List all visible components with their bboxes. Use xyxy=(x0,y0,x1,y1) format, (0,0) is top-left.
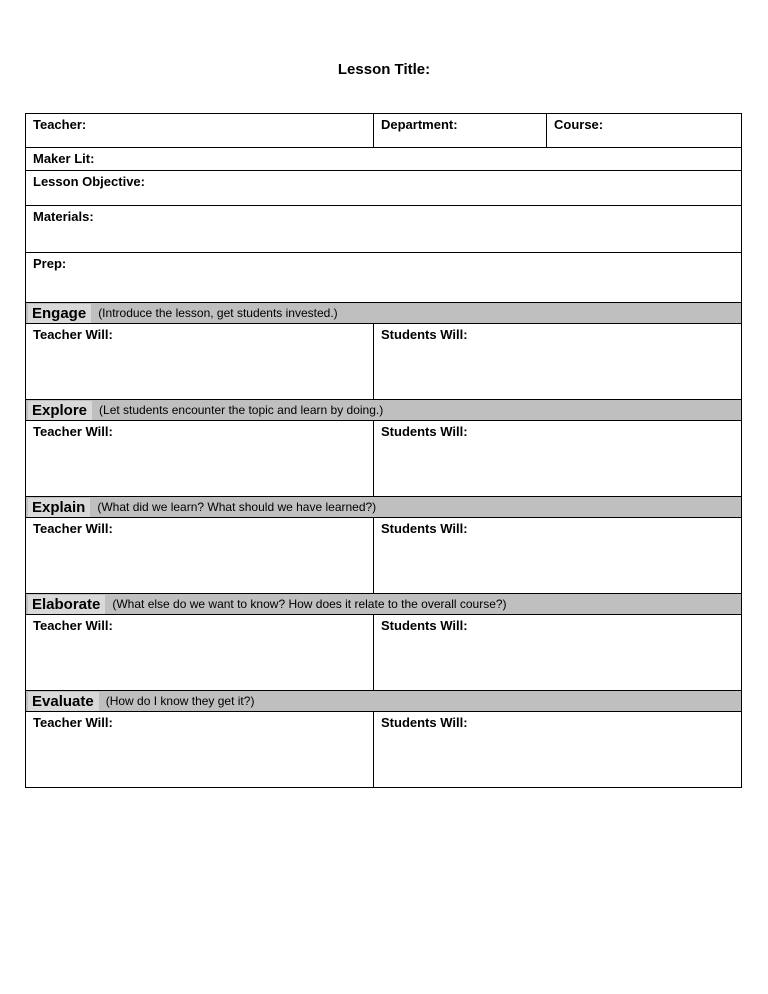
engage-teacher-will-cell[interactable] xyxy=(26,324,374,400)
evaluate-teacher-will-label: Teacher Will: xyxy=(33,715,113,730)
lesson-plan-table xyxy=(25,113,742,788)
elaborate-students-will-cell[interactable] xyxy=(374,615,742,691)
explain-teacher-will-label: Teacher Will: xyxy=(33,521,113,536)
elaborate-teacher-will-label: Teacher Will: xyxy=(33,618,113,633)
maker-lit-field-cell[interactable] xyxy=(26,148,742,171)
info-header-row xyxy=(26,114,742,148)
section-body-explore xyxy=(26,421,742,497)
explain-teacher-will-cell[interactable] xyxy=(26,518,374,594)
elaborate-students-will-label: Students Will: xyxy=(381,618,468,633)
section-body-evaluate xyxy=(26,712,742,788)
section-hint-engage: (Introduce the lesson, get students invested.) xyxy=(98,306,338,320)
engage-teacher-will-label: Teacher Will: xyxy=(33,327,113,342)
lesson-objective-label: Lesson Objective: xyxy=(33,174,145,189)
department-field-cell[interactable] xyxy=(374,114,547,148)
section-header-elaborate xyxy=(26,594,742,615)
lesson-objective-row xyxy=(26,171,742,206)
course-label: Course: xyxy=(554,117,604,132)
section-header-explore xyxy=(26,400,742,421)
maker-lit-row xyxy=(26,148,742,171)
evaluate-teacher-will-cell[interactable] xyxy=(26,712,374,788)
section-name-evaluate: Evaluate xyxy=(28,692,99,711)
explore-students-will-label: Students Will: xyxy=(381,424,468,439)
elaborate-teacher-will-cell[interactable] xyxy=(26,615,374,691)
explain-students-will-cell[interactable] xyxy=(374,518,742,594)
prep-row xyxy=(26,253,742,303)
section-header-engage xyxy=(26,303,742,324)
evaluate-students-will-label: Students Will: xyxy=(381,715,468,730)
explore-teacher-will-label: Teacher Will: xyxy=(33,424,113,439)
section-name-engage: Engage xyxy=(28,304,91,323)
section-hint-elaborate: (What else do we want to know? How does it relate to the overall course?) xyxy=(112,597,507,611)
course-field-cell[interactable] xyxy=(547,114,742,148)
lesson-objective-field-cell[interactable] xyxy=(26,171,742,206)
section-body-engage xyxy=(26,324,742,400)
section-body-explain xyxy=(26,518,742,594)
section-header-elaborate-cell xyxy=(26,594,742,615)
section-header-explain xyxy=(26,497,742,518)
section-header-engage-cell xyxy=(26,303,742,324)
section-hint-evaluate: (How do I know they get it?) xyxy=(105,694,255,708)
materials-row xyxy=(26,206,742,253)
section-body-elaborate xyxy=(26,615,742,691)
maker-lit-label: Maker Lit: xyxy=(33,151,95,166)
explore-students-will-cell[interactable] xyxy=(374,421,742,497)
section-name-explain: Explain xyxy=(28,498,90,517)
section-hint-explore: (Let students encounter the topic and learn by doing.) xyxy=(99,403,384,417)
section-hint-explain: (What did we learn? What should we have learned?) xyxy=(97,500,377,514)
prep-field-cell[interactable] xyxy=(26,253,742,303)
department-label: Department: xyxy=(381,117,458,132)
section-header-evaluate xyxy=(26,691,742,712)
explain-students-will-label: Students Will: xyxy=(381,521,468,536)
evaluate-students-will-cell[interactable] xyxy=(374,712,742,788)
section-header-explain-cell xyxy=(26,497,742,518)
section-name-explore: Explore xyxy=(28,401,92,420)
teacher-label: Teacher: xyxy=(33,117,87,132)
document-title: Lesson Title: xyxy=(337,61,431,78)
materials-field-cell[interactable] xyxy=(26,206,742,253)
section-header-evaluate-cell xyxy=(26,691,742,712)
section-header-explore-cell xyxy=(26,400,742,421)
section-name-elaborate: Elaborate xyxy=(28,595,105,614)
explore-teacher-will-cell[interactable] xyxy=(26,421,374,497)
teacher-field-cell[interactable] xyxy=(26,114,374,148)
engage-students-will-label: Students Will: xyxy=(381,327,468,342)
materials-label: Materials: xyxy=(33,209,94,224)
engage-students-will-cell[interactable] xyxy=(374,324,742,400)
prep-label: Prep: xyxy=(33,256,67,271)
